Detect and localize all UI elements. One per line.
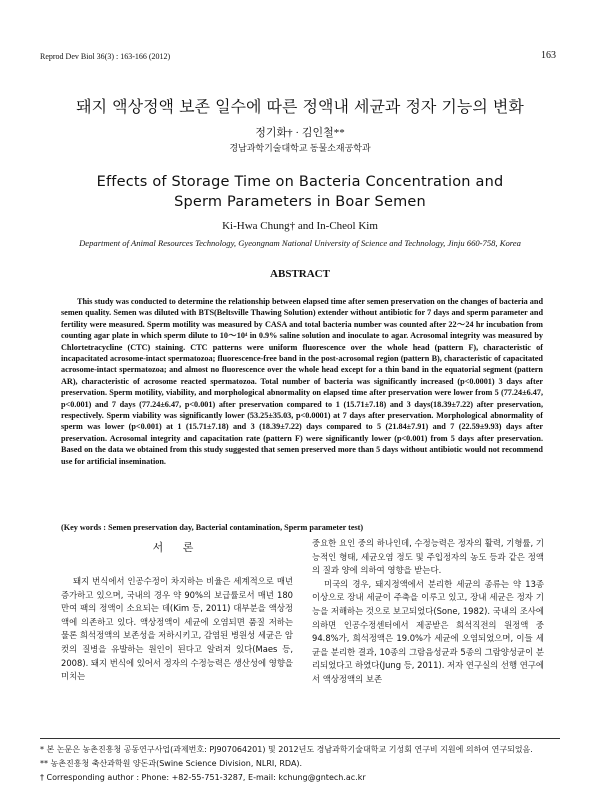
intro-paragraph-2: 미국의 경우, 돼지정액에서 분리한 세균의 종류는 약 13종 이상으로 장내 세균이 주축을 이루고 있고, 장내 세균은 정자 기능을 저해하는 것으로 보고되었다(Sone, 1982). 국내의 조사에 의하면 인공수정센터에서 제공받은 희석직전의 원정액 중 94.8%가, 희석정액은 19.0%가 세균에 오염되었으며, 이들 세균을 분리한 결과, 10종의 그람음성균과 5종의 그람양성균이 분리되었다고 하였다(Jung 등, 2011). 저자 연구실의 선행 연구에서 액상정액의 보존 (312, 578, 545, 684)
footnote-affiliation: ** 농촌진흥청 축산과학원 양돈과(Swine Science Division, NLRI, RDA). (40, 759, 303, 768)
intro-left-column (61, 575, 293, 684)
footnote-funding: * 본 논문은 농촌진흥청 공동연구사업(과제번호: PJ907064201) 및 2012년도 경남과학기술대학교 기성회 연구비 지원에 의하여 연구되었음. (40, 745, 533, 754)
english-title-line-1: Effects of Storage Time on Bacteria Concentration and (96, 174, 504, 190)
intro-paragraph-1-cont: 중요한 요인 중의 하나인데, 수정능력은 정자의 활력, 기형률, 기능적인 형태, 세균오염 정도 및 주입정자의 농도 등과 같은 정액의 질과 양에 의하여 영향을 받는다. (312, 538, 544, 576)
page-number: 163 (541, 50, 556, 61)
abstract-paragraph: This study was conducted to determine the relationship between elapsed time after semen preservation on the changes of bacteria and semen quality. Semen was diluted with BTS(Beltsville Thawing Solution) extender without antibiotic for 7 days and sperm parameter and fertility were measured. Sperm motility was measured by CASA and total bacteria number was counted after 22～24 hr incubation from counting agar plate in which sperm dilute to 10～10⁴ in 0.9% saline solution and inoculate to agar. Acrosomal integrity was measured by Chlortetracycline (CTC) staining. CTC patterns were uniform fluorescence over the whole head (pattern F), characteristic of incapacitated acrosome-intact spermatozoa; fluorescence-free band in the post-acrosomal region (pattern B), characteristic of capacitated acrosome-intact spermatozoa; and almost no fluorescence over the whole head except for a thin band in the equatorial segment (pattern AR), characteristic of acrosome reacted spermatozoa. Total number of bacteria was significantly increased (p<0.0001) 3 days after preservation. Sperm motility, viability, and morphological abnormality on elapsed time after preservation were lower from 5 (77.24±6.47, p<0.001) and 7 days (77.24±6.47, p<0.001) after preservation compared to 1 (15.71±7.18) and 3 days(18.39±7.22) after preservation, respectively. Sperm viability was significantly lower (53.25±35.03, p<0.0001) at 7 days after preservation. Morphological abnormality of sperm was lower (p<0.001) at 1 (15.71±7.18) and 3 (18.39±7.22) days compared to 5 (21.84±7.91) and 7 (22.59±9.93) days after preservation. Acrosomal integrity and capacitation rate (pattern F) were significantly lower (p<0.001) from 5 days after preservation. Based on the data we obtained from this study suggested that semen preserved more than 5 days without antibiotic would not recommend use for artificial insemination. (61, 297, 543, 466)
intro-right-column (312, 537, 544, 687)
journal-citation: Reprod Dev Biol 36(3) : 163-166 (2012) (40, 52, 171, 61)
english-title (0, 172, 600, 212)
abstract-body (61, 296, 543, 467)
footnote-corresponding: † Corresponding author : Phone: +82-55-751-3287, E-mail: kchung@gntech.ac.kr (40, 773, 366, 782)
footnote-divider (40, 738, 560, 739)
english-affiliation: Department of Animal Resources Technology, Gyeongnam National University of Science and Technology, Jinju 660-758, Korea (79, 238, 521, 248)
abstract-heading: ABSTRACT (270, 268, 330, 280)
intro-paragraph-1: 돼지 번식에서 인공수정이 차지하는 비율은 세계적으로 매년 증가하고 있으며, 국내의 경우 약 90%의 보급률로서 매년 180만여 팩의 정액이 소요되는 데(Kim 등, 2011) 대부분을 액상정액에 의존하고 있다. 액상정액이 세균에 오염되면 품질 저하는 물론 희석정액의 보존성을 저하시키고, 감염된 병원성 세균은 암컷의 질병을 유발하는 원인이 된다고 알려져 있다(Maes 등, 2008). 돼지 번식에 있어서 정자의 수정능력은 생산성에 영향을 미치는 (61, 576, 293, 682)
korean-affiliation: 경남과학기술대학교 동물소재공학과 (229, 143, 371, 153)
footnotes (40, 743, 560, 785)
keywords: (Key words : Semen preservation day, Bacterial contamination, Sperm parameter test) (61, 523, 364, 532)
korean-title: 돼지 액상정액 보존 일수에 따른 정액내 세균과 정자 기능의 변화 (76, 97, 524, 116)
english-authors: Ki-Hwa Chung† and In-Cheol Kim (222, 220, 378, 232)
korean-authors: 정기화† · 김인철** (255, 127, 345, 139)
english-title-line-2: Sperm Parameters in Boar Semen (174, 194, 426, 210)
section-heading-introduction: 서 론 (152, 541, 202, 554)
